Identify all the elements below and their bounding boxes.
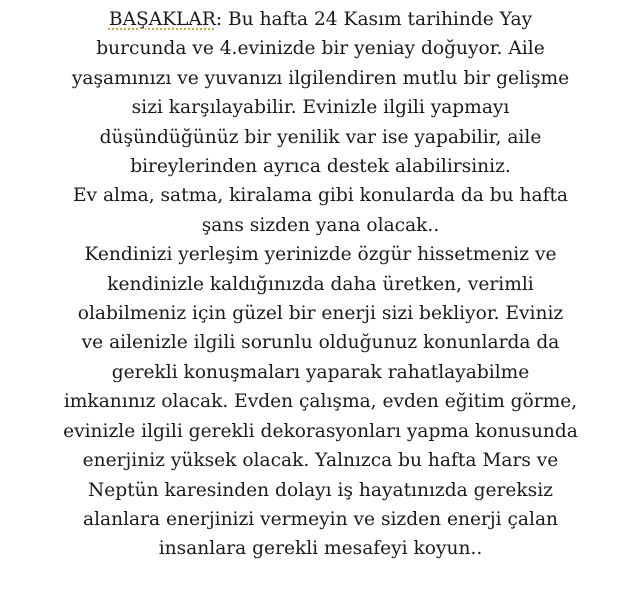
text-line-11: olabilmeniz için güzel bir enerji sizi bekliyor. Eviniz bbox=[77, 303, 564, 325]
zodiac-sign-keyword[interactable]: BAŞAKLAR bbox=[108, 9, 216, 30]
text-line-13: gerekli konuşmaları yaparak rahatlayabilme bbox=[111, 361, 530, 383]
text-line-12: ve ailenizle ilgili sorunlu olduğunuz konunlarda da bbox=[81, 332, 560, 354]
text-line-10: kendinizle kaldığınızda daha üretken, verimli bbox=[107, 273, 534, 295]
text-line-2: burcunda ve 4.evinizde bir yeniay doğuyor. Aile bbox=[96, 38, 545, 60]
text-line-14: imkanınız olacak. Evden çalışma, evden eğitim görme, bbox=[63, 391, 578, 413]
text-line-7: Ev alma, satma, kiralama gibi konularda da bu hafta bbox=[72, 185, 569, 207]
text-line-19: insanlara gerekli mesafeyi koyun.. bbox=[158, 538, 483, 560]
text-line-3: yaşamınızı ve yuvanızı ilgilendiren mutlu bir gelişme bbox=[71, 67, 570, 89]
text-line-18: alanlara enerjinizi vermeyin ve sizden enerji çalan bbox=[82, 508, 559, 530]
text-line-5: düşündüğünüz bir yenilik var ise yapabilir, aile bbox=[99, 126, 542, 148]
text-line-1-rest: : Bu hafta 24 Kasım tarihinde Yay bbox=[215, 9, 533, 30]
text-line-4: sizi karşılayabilir. Evinizle ilgili yapmayı bbox=[131, 97, 510, 119]
text-line-1 bbox=[4, 5, 637, 34]
text-line-17: Neptün karesinden dolayı iş hayatınızda gereksiz bbox=[88, 479, 553, 501]
text-line-16: enerjiniz yüksek olacak. Yalnızca bu hafta Mars ve bbox=[82, 450, 559, 472]
text-line-8: şans sizden yana olacak.. bbox=[201, 214, 440, 236]
text-line-9: Kendinizi yerleşim yerinizde özgür hissetmeniz ve bbox=[84, 244, 557, 266]
text-line-6: bireylerinden ayrıca destek alabilirsiniz. bbox=[130, 156, 511, 178]
text-line-15: evinizle ilgili gerekli dekorasyonları yapma konusunda bbox=[63, 420, 578, 442]
